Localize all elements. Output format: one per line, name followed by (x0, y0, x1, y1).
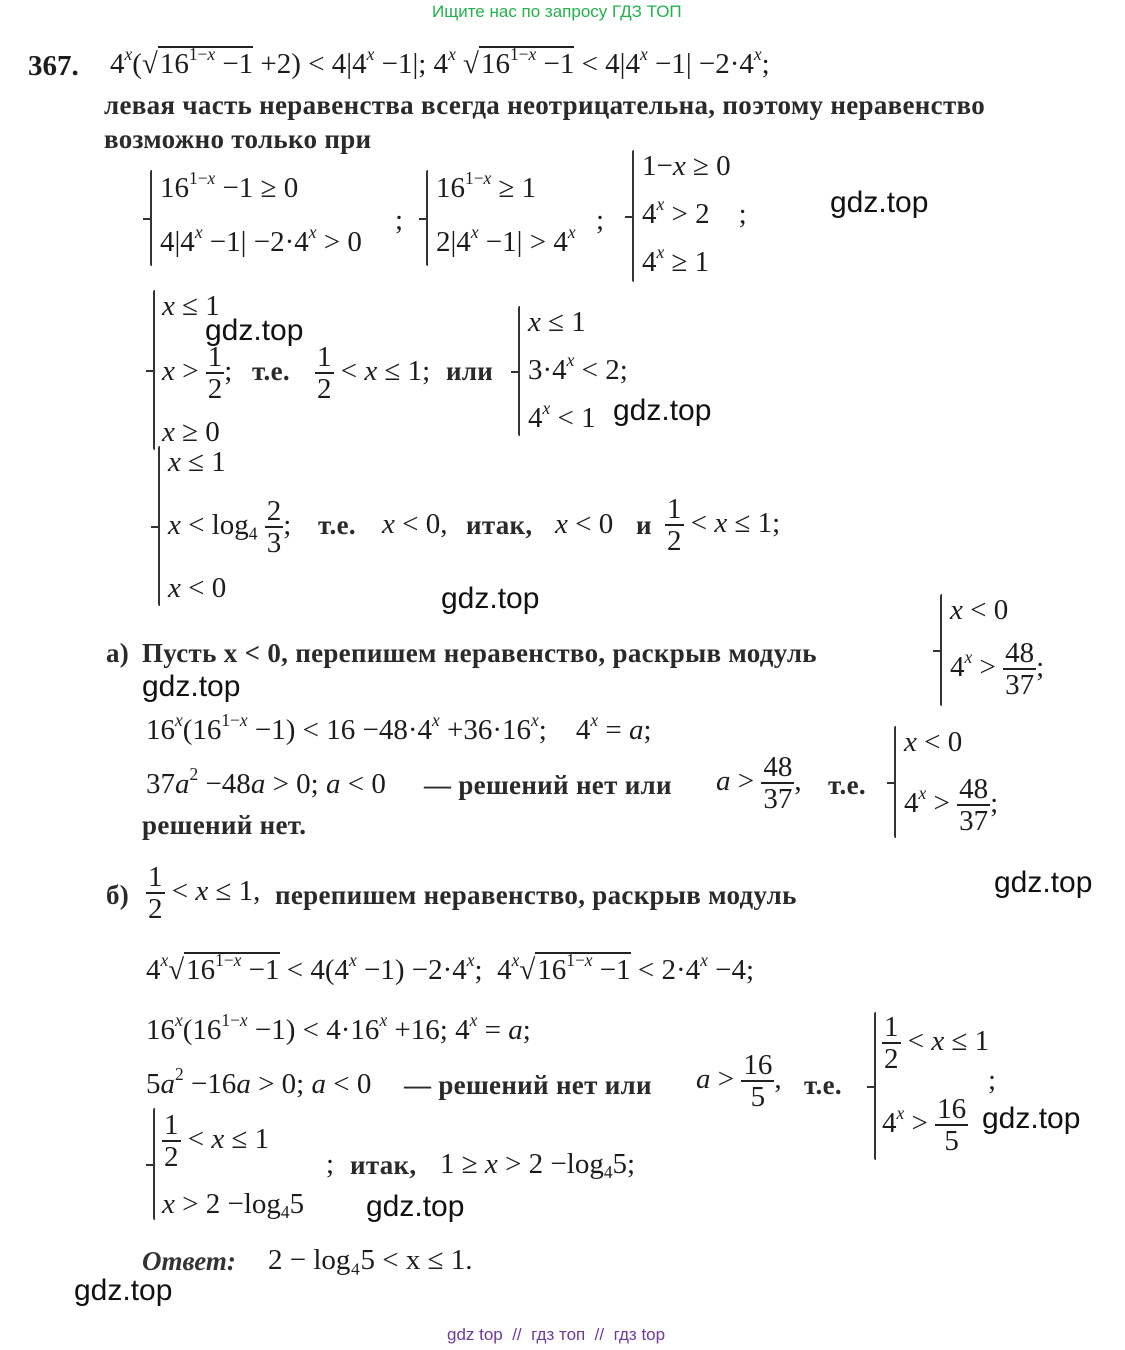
brace (894, 726, 896, 838)
search-hint: Ищите нас по запросу ГДЗ ТОП (432, 2, 682, 21)
system-line: $\frac{1}{2}$ < x ≤ 1 (884, 1011, 990, 1076)
part-b-label: б) (106, 880, 130, 910)
watermark: gdz.top (994, 866, 1093, 899)
watermark: gdz.top (366, 1190, 465, 1223)
itak-label: итак, (466, 510, 533, 540)
separator: ; (326, 1148, 335, 1180)
equation-line: $4^x√16^{1-x} -1 < 4(4^x -1) -2\cdot 4^x$; $4^x√16^{1-x} -1 < 2\cdot 4^x -4$; (146, 949, 755, 986)
system-line: $\frac{1}{2}$ < x ≤ 1 (164, 1109, 270, 1174)
watermark: gdz.top (142, 670, 241, 703)
answer-value: 2 − log₄5 < x ≤ 1. (268, 1244, 473, 1276)
system-line: $16^{1-x} \ge 1$ (436, 167, 537, 204)
system-line: $3\cdot 4^x < 2$; (528, 349, 628, 386)
intro-line-1: левая часть неравенства всегда неотрицательна, поэтому неравенство (104, 90, 986, 120)
and-label: и (636, 510, 652, 540)
part-a-label: а) (106, 638, 130, 668)
part-a-text: Пусть x < 0, перепишем неравенство, раскрыв модуль (142, 638, 817, 668)
result-expression: x < 0, (382, 508, 448, 540)
watermark: gdz.top (205, 314, 304, 347)
itak-label: итак, (350, 1150, 417, 1180)
part-b-text: перепишем неравенство, раскрыв модуль (275, 880, 797, 910)
system-line: 1−x ≥ 0 (642, 150, 731, 182)
system-line: $4^x < 1$ (528, 397, 596, 434)
system-line: $4^x$ > $\frac{16}{5}$ (882, 1093, 967, 1158)
range-expression: $\frac{1}{2}$ < x ≤ 1; (317, 341, 431, 406)
brace (632, 150, 634, 282)
system-line: x < 0 (168, 572, 227, 604)
no-solution-text: — решений нет или (404, 1070, 652, 1100)
te-label: т.е. (828, 770, 866, 800)
system-line: x > $\frac{1}{2}$ ; (162, 341, 233, 406)
inequality-line-1: $4^x(√16^{1-x} -1 +2) < 4|4^x -1|$; 4$^x$ $√16^{1-x} -1 < 4|4^x -1| -2\cdot 4^x$; (110, 43, 770, 80)
separator: ; (596, 204, 605, 236)
equation-line: $16^x(16^{1-x} -1) < 4\cdot 16^x +16$; $4^x = a$; (146, 1009, 531, 1046)
watermark: gdz.top (982, 1102, 1081, 1135)
problem-number: 367. (28, 50, 79, 82)
answer-label: Ответ: (142, 1246, 236, 1276)
result-expression: x < 0 (555, 508, 614, 540)
equation-line: $16^x(16^{1-x} -1) < 16 -48\cdot 4^x +36\cdot 16^x$; $4^x = a$; (146, 709, 652, 746)
brace (150, 170, 152, 266)
system-line: $4^x > 2$ ; (642, 193, 747, 230)
system-line: $16^{1-x} -1 \ge 0$ (160, 167, 299, 204)
system-line: $x > 2 -\log_45$ (162, 1188, 305, 1223)
no-solution-text: решений нет. (142, 810, 307, 840)
system-line: x ≥ 0 (162, 416, 220, 448)
watermark: gdz.top (441, 582, 540, 615)
te-label: т.е. (804, 1070, 842, 1100)
equation-line: a > $\frac{16}{5}$ , (696, 1049, 782, 1114)
separator: ; (395, 204, 404, 236)
system-line: x ≤ 1 (528, 306, 586, 338)
intro-line-2: возможно только при (104, 124, 372, 154)
system-line: $4^x \ge 1$ (642, 241, 710, 278)
system-line: $4^x$ > $\frac{48}{37}$ ; (904, 773, 999, 838)
system-line: x < 0 (904, 726, 963, 758)
watermark: gdz.top (74, 1274, 173, 1307)
result-expression: $\frac{1}{2}$ < x ≤ 1; (667, 493, 781, 558)
watermark: gdz.top (613, 394, 712, 427)
system-line: x ≤ 1 (162, 290, 220, 322)
system-line: $4^x$ > $\frac{48}{37}$ ; (950, 637, 1045, 702)
brace (153, 290, 155, 450)
range-expression: $\frac{1}{2}$ < x ≤ 1, (148, 861, 261, 926)
brace (153, 1108, 155, 1220)
result-expression: $1 \ge x > 2 -\log_45$; (440, 1148, 636, 1183)
equation-line: a > $\frac{48}{37}$ , (716, 751, 802, 816)
brace (874, 1012, 876, 1160)
separator: ; (988, 1064, 997, 1096)
equation-line: $5a^2 -16a > 0$; a < 0 (146, 1063, 372, 1100)
system-line: x < 0 (950, 594, 1009, 626)
equation-line: $37a^2 -48a > 0$; a < 0 (146, 763, 386, 800)
system-line: $4|4^x -1| -2\cdot 4^x > 0$ (160, 221, 362, 258)
no-solution-text: — решений нет или (424, 770, 672, 800)
brace (940, 594, 942, 706)
brace (518, 306, 520, 436)
footer-links[interactable]: gdz top // гдз топ // гдз top (447, 1325, 666, 1344)
te-label: т.е. (252, 356, 290, 386)
watermark: gdz.top (830, 186, 929, 219)
system-line: $x < \log_4$ $\frac{2}{3}$ ; (168, 495, 292, 560)
system-line: $2|4^x -1| > 4^x$ (436, 221, 576, 258)
system-line: x ≤ 1 (168, 446, 226, 478)
ili-label: или (446, 356, 494, 386)
brace (158, 446, 160, 606)
te-label: т.е. (318, 510, 356, 540)
brace (426, 170, 428, 266)
